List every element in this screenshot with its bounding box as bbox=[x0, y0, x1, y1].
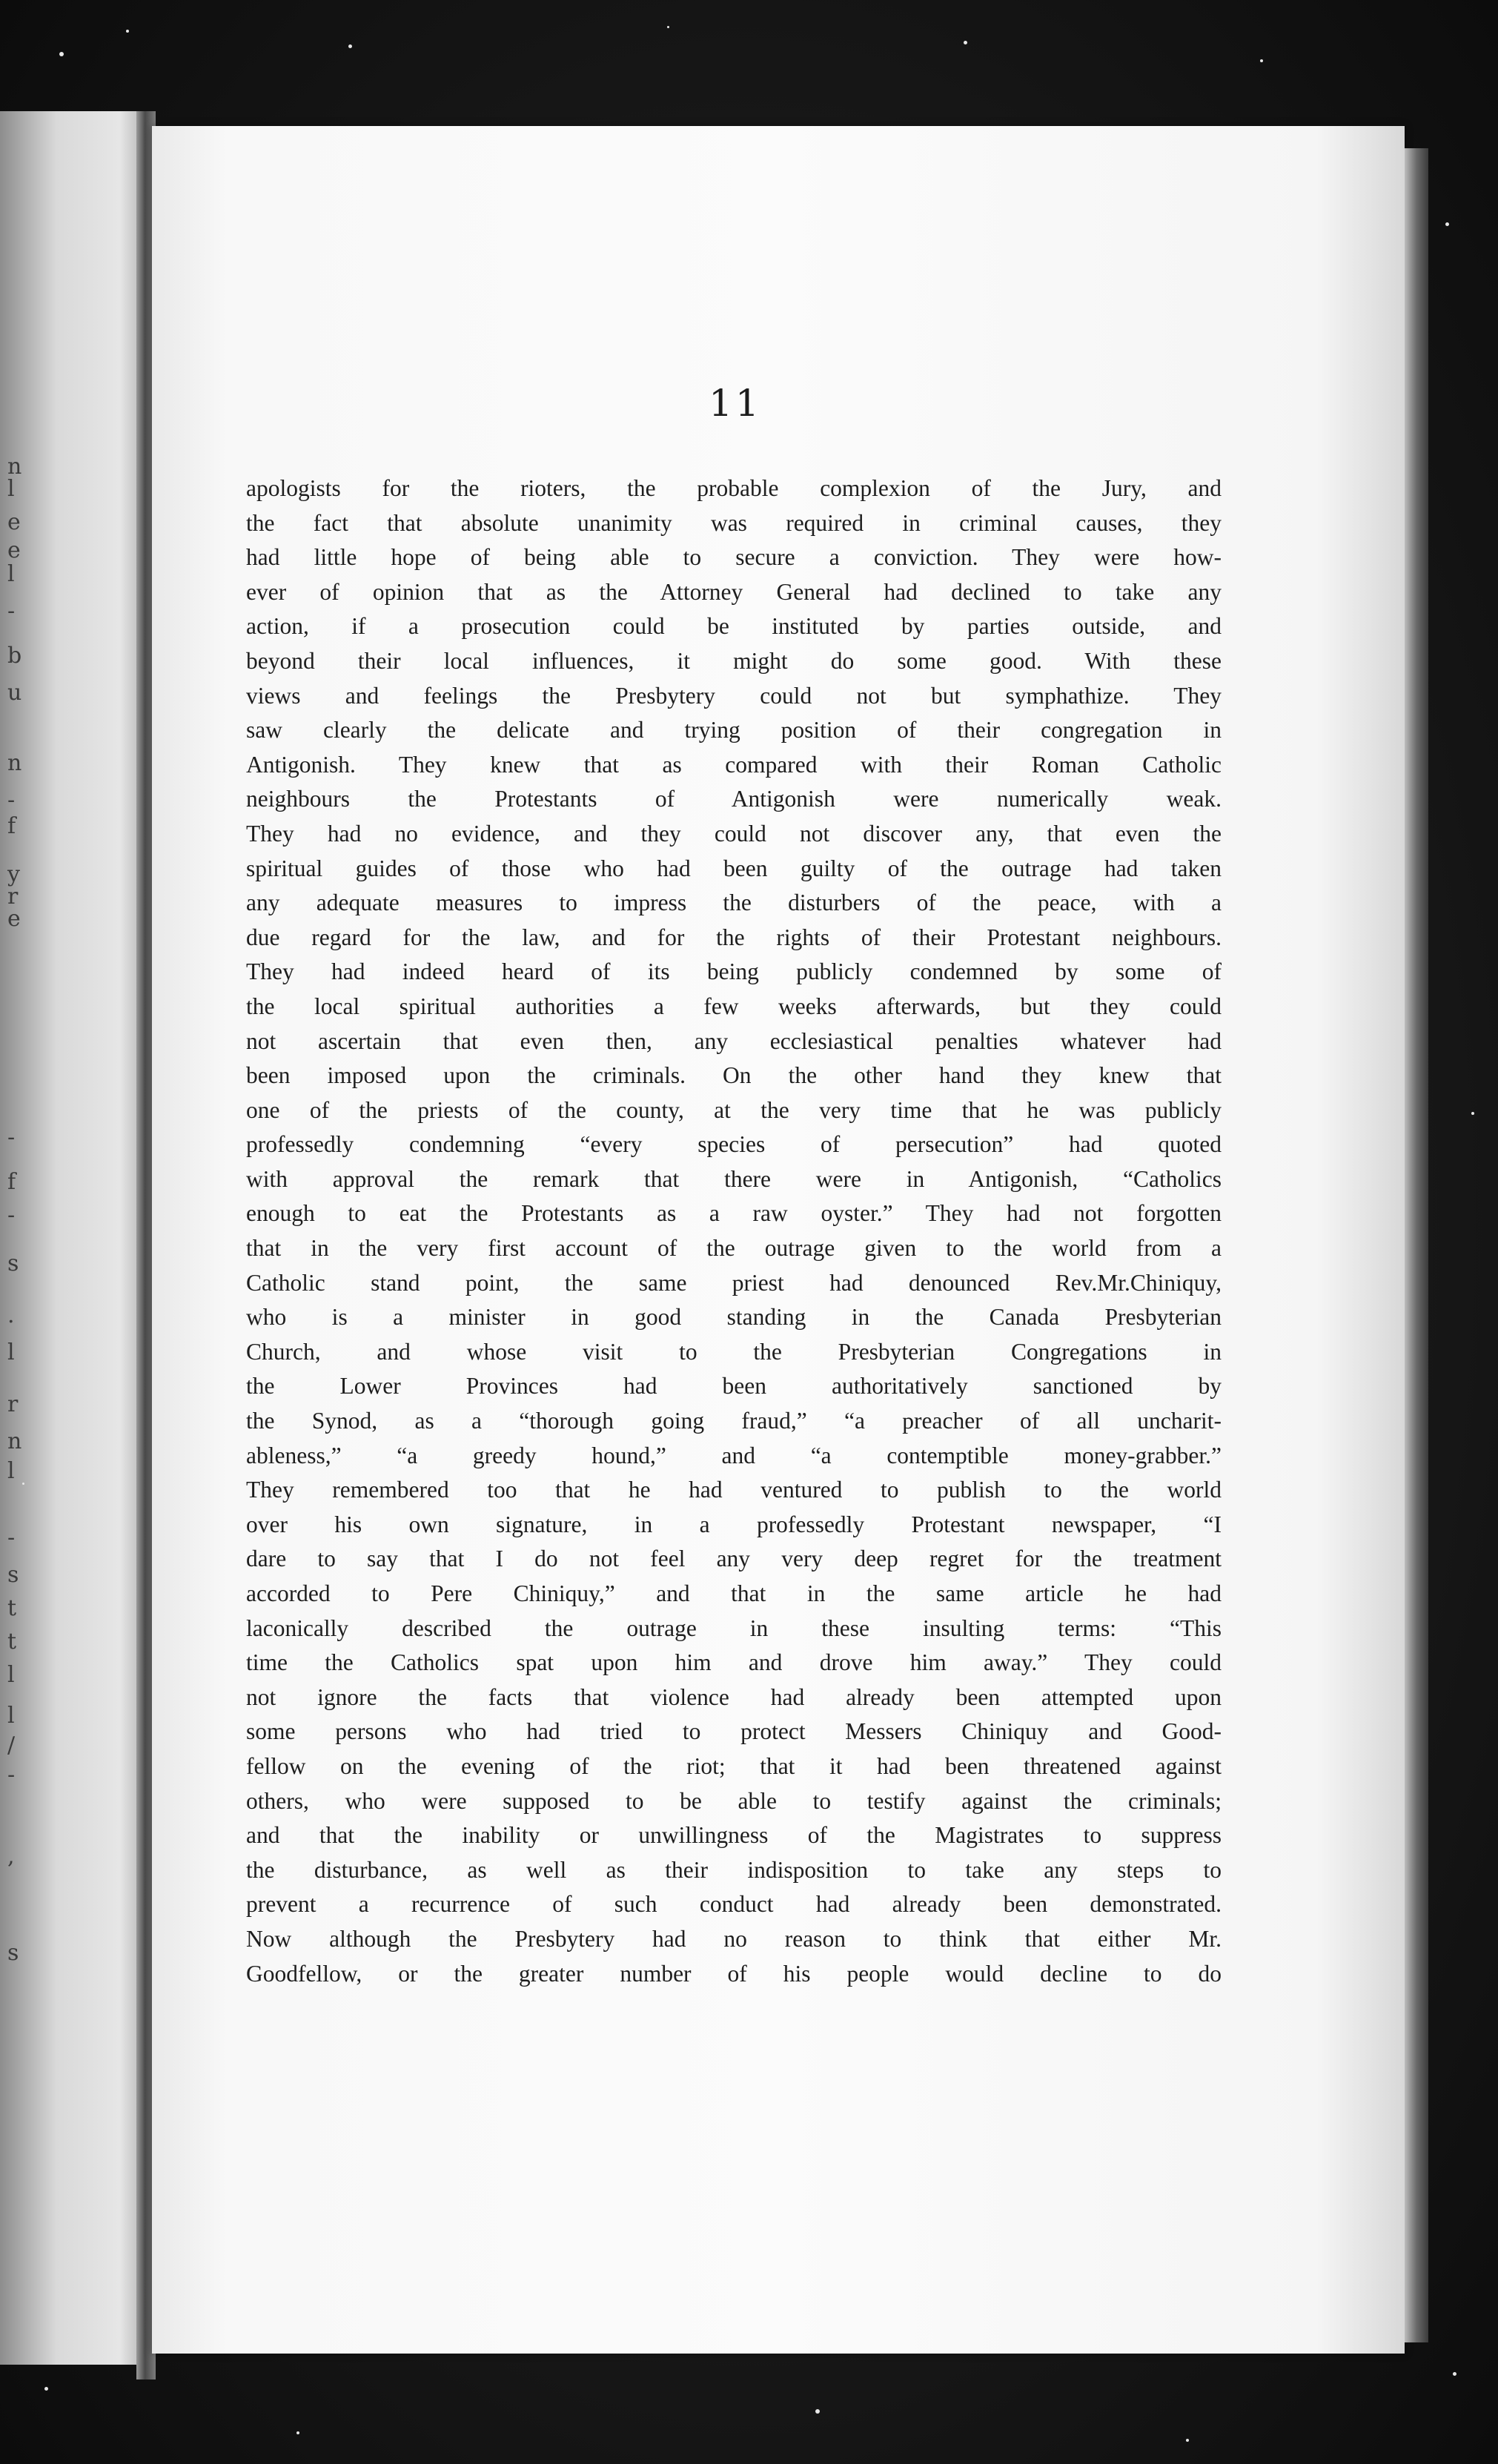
text-line: Catholic stand point, the same priest had denounced Rev.Mr.Chiniquy, bbox=[246, 1269, 1222, 1296]
facing-page-fragment: - bbox=[7, 787, 16, 813]
facing-page-fragment: s bbox=[7, 1251, 19, 1276]
facing-page-fragment: l bbox=[7, 1458, 15, 1484]
dust-speck bbox=[126, 30, 129, 33]
text-line: ableness,” “a greedy hound,” and “a contemptible money-grabber.” bbox=[246, 1442, 1222, 1468]
text-line: ever of opinion that as the Attorney General had declined to take any bbox=[246, 578, 1222, 605]
facing-page-fragment: l bbox=[7, 561, 15, 587]
text-line: been imposed upon the criminals. On the other hand they knew that bbox=[246, 1062, 1222, 1089]
facing-page-edge bbox=[0, 111, 141, 2365]
dust-speck bbox=[1453, 2372, 1456, 2376]
facing-page-fragment: s bbox=[7, 1562, 19, 1588]
facing-page-fragment: - bbox=[7, 1525, 16, 1551]
text-line: neighbours the Protestants of Antigonish were numerically weak. bbox=[246, 786, 1222, 812]
text-line: the Synod, as a “thorough going fraud,” “a preacher of all uncharit- bbox=[246, 1408, 1222, 1434]
facing-page-fragment: . bbox=[7, 1302, 15, 1328]
text-line: views and feelings the Presbytery could not but symphathize. They bbox=[246, 682, 1222, 709]
facing-page-fragment: n bbox=[7, 750, 22, 776]
page-edge-shadow bbox=[1405, 148, 1428, 2342]
text-line: spiritual guides of those who had been guilty of the outrage had taken bbox=[246, 855, 1222, 881]
dust-speck bbox=[815, 2409, 820, 2414]
text-line: accorded to Pere Chiniquy,” and that in the same article he had bbox=[246, 1580, 1222, 1606]
facing-page-fragment: f bbox=[7, 1169, 16, 1195]
facing-page-fragment: r bbox=[7, 1391, 19, 1417]
text-line: They had indeed heard of its being publicly condemned by some of bbox=[246, 958, 1222, 985]
text-line: time the Catholics spat upon him and drove him away.” They could bbox=[246, 1649, 1222, 1676]
text-line: not ignore the facts that violence had already been attempted upon bbox=[246, 1683, 1222, 1710]
text-line: professedly condemning “every species of persecution” had quoted bbox=[246, 1131, 1222, 1158]
facing-page-fragment: l bbox=[7, 1703, 15, 1729]
text-line: with approval the remark that there were in Antigonish, “Catholics bbox=[246, 1165, 1222, 1192]
facing-page-fragment: l bbox=[7, 1339, 15, 1365]
dust-speck bbox=[1471, 1112, 1474, 1115]
text-line: They remembered too that he had ventured to publish to the world bbox=[246, 1477, 1222, 1503]
facing-page-fragment: s bbox=[7, 1940, 19, 1966]
dust-speck bbox=[22, 1483, 24, 1485]
text-line: apologists for the rioters, the probable complexion of the Jury, and bbox=[246, 475, 1222, 501]
text-line: enough to eat the Protestants as a raw oyster.” They had not forgotten bbox=[246, 1200, 1222, 1227]
facing-page-fragment: l bbox=[7, 1662, 15, 1688]
text-line: had little hope of being able to secure a conviction. They were how- bbox=[246, 544, 1222, 571]
dust-speck bbox=[1445, 222, 1449, 226]
text-line: Now although the Presbytery had no reason to think that either Mr. bbox=[246, 1925, 1222, 1952]
facing-page-fragment: - bbox=[7, 1762, 16, 1788]
text-line: the local spiritual authorities a few weeks afterwards, but they could bbox=[246, 993, 1222, 1019]
text-line: any adequate measures to impress the disturbers of the peace, with a bbox=[246, 890, 1222, 916]
text-line: not ascertain that even then, any ecclesiastical penalties whatever had bbox=[246, 1027, 1222, 1054]
facing-page-fragment: / bbox=[7, 1732, 16, 1758]
facing-page-fragment: , bbox=[7, 1844, 15, 1869]
dust-speck bbox=[44, 2387, 48, 2391]
text-line: dare to say that I do not feel any very deep regret for the treatment bbox=[246, 1546, 1222, 1572]
text-line: that in the very first account of the outrage given to the world from a bbox=[246, 1235, 1222, 1262]
text-line: Antigonish. They knew that as compared with their Roman Catholic bbox=[246, 751, 1222, 778]
text-line: over his own signature, in a professedly Protestant newspaper, “I bbox=[246, 1511, 1222, 1537]
text-line: one of the priests of the county, at the very time that he was publicly bbox=[246, 1096, 1222, 1123]
dust-speck bbox=[964, 41, 967, 44]
facing-page-fragment: n bbox=[7, 1428, 22, 1454]
facing-page-fragment: e bbox=[7, 509, 21, 535]
facing-page-fragment: e bbox=[7, 537, 21, 563]
text-line: Goodfellow, or the greater number of his people would decline to do bbox=[246, 1960, 1222, 1987]
facing-page-fragment: u bbox=[7, 680, 22, 706]
facing-page-fragment: r bbox=[7, 884, 19, 910]
facing-page-fragment: - bbox=[7, 1125, 16, 1150]
text-line: beyond their local influences, it might do some good. With these bbox=[246, 647, 1222, 674]
dust-speck bbox=[59, 52, 64, 56]
page-number: 11 bbox=[709, 382, 762, 425]
dust-speck bbox=[1186, 2439, 1189, 2442]
facing-page-fragment: - bbox=[7, 1202, 16, 1228]
facing-page-fragment: y bbox=[7, 861, 20, 887]
facing-page-fragment: t bbox=[7, 1629, 17, 1655]
dust-speck bbox=[1260, 59, 1263, 62]
facing-page-fragment: l bbox=[7, 476, 15, 502]
facing-page-fragment: e bbox=[7, 906, 21, 932]
text-line: They had no evidence, and they could not discover any, that even the bbox=[246, 820, 1222, 847]
text-line: the disturbance, as well as their indisposition to take any steps to bbox=[246, 1856, 1222, 1883]
facing-page-fragment: b bbox=[7, 643, 22, 669]
body-text bbox=[246, 471, 1222, 1991]
facing-page-fragment: n bbox=[7, 454, 22, 480]
dust-speck bbox=[296, 2431, 299, 2434]
facing-page-fragment: - bbox=[7, 598, 16, 624]
text-line: who is a minister in good standing in the Canada Presbyterian bbox=[246, 1304, 1222, 1331]
text-line: others, who were supposed to be able to testify against the criminals; bbox=[246, 1787, 1222, 1814]
text-line: prevent a recurrence of such conduct had already been demonstrated. bbox=[246, 1891, 1222, 1918]
text-line: some persons who had tried to protect Messers Chiniquy and Good- bbox=[246, 1718, 1222, 1745]
text-line: the fact that absolute unanimity was required in criminal causes, they bbox=[246, 509, 1222, 536]
text-line: fellow on the evening of the riot; that it had been threatened against bbox=[246, 1752, 1222, 1779]
text-line: action, if a prosecution could be instituted by parties outside, and bbox=[246, 613, 1222, 640]
dust-speck bbox=[667, 26, 669, 28]
text-line: due regard for the law, and for the rights of their Protestant neighbours. bbox=[246, 924, 1222, 950]
facing-page-fragment: t bbox=[7, 1595, 17, 1621]
facing-page-fragment: f bbox=[7, 813, 16, 839]
text-line: and that the inability or unwillingness of the Magistrates to suppress bbox=[246, 1822, 1222, 1849]
text-line: Church, and whose visit to the Presbyterian Congregations in bbox=[246, 1338, 1222, 1365]
dust-speck bbox=[348, 44, 352, 48]
text-line: the Lower Provinces had been authoritatively sanctioned by bbox=[246, 1373, 1222, 1400]
text-line: laconically described the outrage in these insulting terms: “This bbox=[246, 1614, 1222, 1641]
text-line: saw clearly the delicate and trying position of their congregation in bbox=[246, 717, 1222, 743]
